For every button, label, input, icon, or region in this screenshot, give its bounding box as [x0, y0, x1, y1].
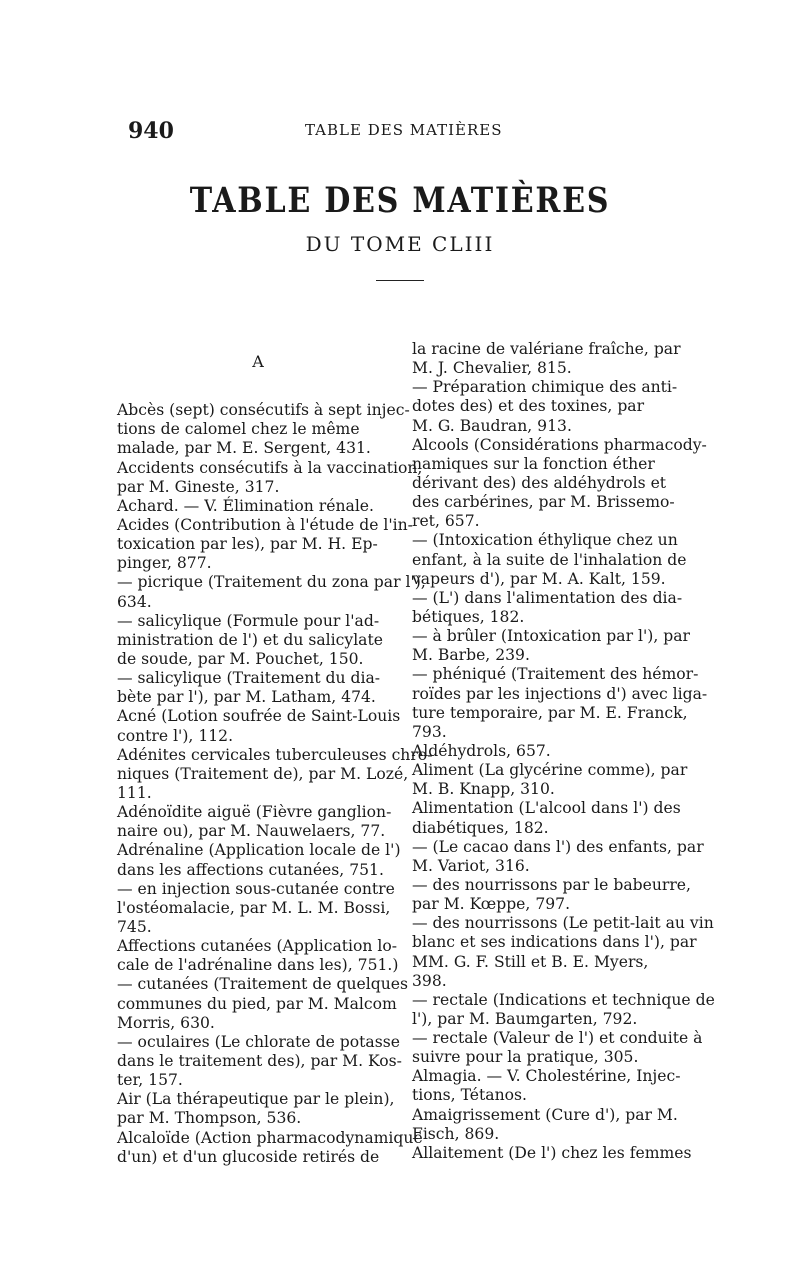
index-line: — à brûler (Intoxication par l'), par: [412, 627, 690, 646]
index-line: Adénoïdite aiguë (Fièvre ganglion-: [117, 803, 392, 822]
index-line: par M. Kœppe, 797.: [412, 895, 571, 914]
index-line: pinger, 877.: [117, 554, 212, 573]
index-line: M. J. Chevalier, 815.: [412, 359, 572, 378]
running-head: TABLE DES MATIÈRES: [305, 121, 503, 139]
index-line: des carbérines, par M. Brissemo-: [412, 493, 675, 512]
index-line: — des nourrissons (Le petit-lait au vin: [412, 914, 714, 933]
index-line: suivre pour la pratique, 305.: [412, 1048, 639, 1067]
index-line: M. B. Knapp, 310.: [412, 780, 555, 799]
right-column: [412, 340, 715, 1163]
index-line: Achard. — V. Élimination rénale.: [117, 496, 374, 515]
index-line: Air (La thérapeutique par le plein),: [117, 1090, 395, 1109]
index-line: tions, Tétanos.: [412, 1086, 527, 1105]
index-line: roïdes par les injections d') avec liga-: [412, 684, 708, 703]
index-line: l'), par M. Baumgarten, 792.: [412, 1009, 638, 1028]
index-line: 634.: [117, 592, 152, 611]
index-line: par M. Gineste, 317.: [117, 477, 280, 496]
index-line: — des nourrissons par le babeurre,: [412, 875, 691, 894]
index-line: — salicylique (Formule pour l'ad-: [117, 611, 380, 630]
index-line: Alcools (Considérations pharmacody-: [412, 435, 707, 454]
index-line: — salicylique (Traitement du dia-: [117, 669, 381, 688]
index-line: dotes des) et des toxines, par: [412, 397, 645, 416]
index-line: enfant, à la suite de l'inhalation de: [412, 550, 687, 569]
index-line: ture temporaire, par M. E. Franck,: [412, 703, 688, 722]
index-line: bétiques, 182.: [412, 607, 525, 626]
index-line: — (Intoxication éthylique chez un: [412, 531, 678, 550]
index-line: Alimentation (L'alcool dans l') des: [412, 799, 681, 818]
index-line: Acné (Lotion soufrée de Saint-Louis: [117, 707, 401, 726]
index-line: dans le traitement des), par M. Kos-: [117, 1051, 402, 1070]
index-line: naire ou), par M. Nauwelaers, 77.: [117, 822, 386, 841]
index-line: tions de calomel chez le même: [117, 420, 360, 439]
index-line: 745.: [117, 917, 152, 936]
index-line: — (Le cacao dans l') des enfants, par: [412, 837, 704, 856]
index-line: ter, 157.: [117, 1071, 183, 1090]
index-line: dérivant des) des aldéhydrols et: [412, 473, 667, 492]
index-line: la racine de valériane fraîche, par: [412, 340, 681, 358]
index-line: Abcès (sept) consécutifs à sept injec-: [117, 401, 410, 420]
index-line: 111.: [117, 783, 152, 802]
index-line: M. Barbe, 239.: [412, 646, 530, 665]
index-line: — cutanées (Traitement de quelques: [117, 975, 409, 994]
main-title: TABLE DES MATIÈRES: [189, 180, 611, 221]
index-line: Morris, 630.: [117, 1013, 215, 1032]
index-line: MM. G. F. Still et B. E. Myers,: [412, 952, 649, 971]
index-line: l'ostéomalacie, par M. L. M. Bossi,: [117, 898, 391, 917]
right-entries: [412, 340, 715, 1163]
index-line: — en injection sous-cutanée contre: [117, 879, 395, 898]
sub-title: DU TOME CLIII: [305, 232, 495, 256]
index-line: cale de l'adrénaline dans les), 751.): [117, 956, 399, 975]
section-letter: A: [252, 352, 264, 371]
index-line: — Préparation chimique des anti-: [412, 378, 678, 397]
index-line: de soude, par M. Pouchet, 150.: [117, 649, 364, 668]
index-line: Almagia. — V. Cholestérine, Injec-: [412, 1067, 681, 1086]
index-line: — rectale (Indications et technique de: [412, 990, 715, 1009]
index-line: namiques sur la fonction éther: [412, 454, 655, 473]
index-line: diabétiques, 182.: [412, 818, 549, 837]
index-line: niques (Traitement de), par M. Lozé,: [117, 764, 409, 783]
index-line: Affections cutanées (Application lo-: [117, 937, 398, 956]
index-line: Aldéhydrols, 657.: [412, 741, 551, 760]
index-line: Alcaloïde (Action pharmacodynamique: [117, 1128, 423, 1147]
index-line: Acides (Contribution à l'étude de l'in-: [117, 516, 413, 534]
index-line: — (L') dans l'alimentation des dia-: [412, 588, 683, 607]
page-number: 940: [128, 118, 174, 144]
index-line: dans les affections cutanées, 751.: [117, 860, 384, 879]
index-line: communes du pied, par M. Malcom: [117, 994, 397, 1013]
index-line: d'un) et d'un glucoside retirés de: [117, 1147, 380, 1166]
index-line: M. Variot, 316.: [412, 856, 530, 875]
index-line: toxication par les), par M. H. Ep-: [117, 535, 378, 554]
index-line: bète par l'), par M. Latham, 474.: [117, 688, 376, 707]
index-line: 398.: [412, 971, 447, 990]
index-line: Adénites cervicales tuberculeuses chro-: [117, 745, 433, 764]
index-line: Allaitement (De l') chez les femmes: [412, 1143, 692, 1162]
index-line: blanc et ses indications dans l'), par: [412, 933, 697, 952]
index-line: vapeurs d'), par M. A. Kalt, 159.: [412, 569, 666, 588]
index-line: 793.: [412, 722, 447, 741]
title-rule: [376, 280, 424, 281]
index-line: M. G. Baudran, 913.: [412, 416, 572, 435]
index-line: — oculaires (Le chlorate de potasse: [117, 1032, 400, 1051]
index-line: Accidents consécutifs à la vaccination,: [117, 458, 423, 477]
index-line: — rectale (Valeur de l') et conduite à: [412, 1029, 703, 1048]
index-line: contre l'), 112.: [117, 726, 234, 745]
index-line: — picrique (Traitement du zona par l'),: [117, 573, 426, 592]
index-line: — phéniqué (Traitement des hémor-: [412, 665, 699, 684]
index-line: par M. Thompson, 536.: [117, 1109, 302, 1128]
index-line: Amaigrissement (Cure d'), par M.: [412, 1105, 678, 1124]
index-line: Aliment (La glycérine comme), par: [412, 761, 688, 780]
index-line: ministration de l') et du salicylate: [117, 630, 383, 649]
index-line: Adrénaline (Application locale de l'): [117, 841, 401, 860]
index-line: malade, par M. E. Sergent, 431.: [117, 439, 371, 458]
index-line: Fisch, 869.: [412, 1124, 500, 1143]
index-line: ret, 657.: [412, 512, 480, 531]
